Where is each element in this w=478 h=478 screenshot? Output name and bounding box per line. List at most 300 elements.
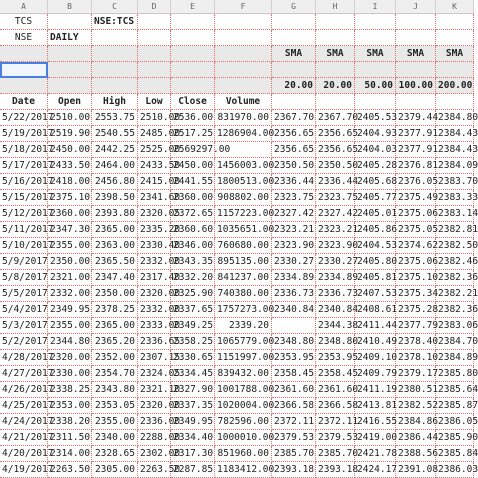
sma-label-g[interactable]: SMA (272, 46, 316, 62)
cell-sma-k[interactable]: 2382.50 (436, 238, 474, 254)
cell-sma-j[interactable]: 2380.51 (396, 382, 436, 398)
cell-sma-g[interactable]: 2348.80 (272, 334, 316, 350)
cell-close[interactable]: 2360.00 (171, 190, 215, 206)
cell-sma-h[interactable]: 2323.21 (316, 222, 355, 238)
cell-sma-h[interactable]: 2393.18 (316, 462, 355, 478)
cell-sma-i[interactable]: 2405.68 (355, 174, 396, 190)
cell-close[interactable]: 2287.85 (171, 462, 215, 478)
cell-open[interactable]: 2314.00 (48, 446, 92, 462)
cell-open[interactable]: 2510.00 (48, 110, 92, 126)
cell-e1[interactable] (171, 14, 215, 30)
cell-c3[interactable] (92, 46, 138, 62)
cell-date[interactable]: 5/8/2017 (0, 270, 48, 286)
cell-volume[interactable]: 782596.00 (215, 414, 272, 430)
cell-j2[interactable] (396, 30, 436, 46)
cell-volume[interactable]: 841237.00 (215, 270, 272, 286)
cell-low[interactable]: 2321.10 (138, 382, 171, 398)
selected-cell-a4[interactable] (0, 62, 48, 78)
cell-sma-g[interactable]: 2379.53 (272, 430, 316, 446)
cell-sma-j[interactable]: 2384.86 (396, 414, 436, 430)
cell-sma-i[interactable]: 2413.81 (355, 398, 396, 414)
cell-sma-k[interactable]: 2384.43 (436, 142, 474, 158)
cell-sma-h[interactable]: 2344.38 (316, 318, 355, 334)
cell-volume[interactable]: 1151997.00 (215, 350, 272, 366)
cell-close[interactable]: 2337.65 (171, 302, 215, 318)
cell-low[interactable]: 2332.00 (138, 254, 171, 270)
cell-high[interactable]: 2340.00 (92, 430, 138, 446)
cell-date[interactable]: 4/19/2017 (0, 462, 48, 478)
cell-low[interactable]: 2317.40 (138, 270, 171, 286)
cell-volume[interactable]: 760680.00 (215, 238, 272, 254)
cell-sma-i[interactable]: 2405.81 (355, 270, 396, 286)
cell-sma-k[interactable]: 2385.84 (436, 446, 474, 462)
cell-low[interactable]: 2336.65 (138, 334, 171, 350)
cell-high[interactable]: 2365.00 (92, 222, 138, 238)
cell-d3[interactable] (138, 46, 171, 62)
cell-sma-h[interactable]: 2340.84 (316, 302, 355, 318)
cell-c2[interactable] (92, 30, 138, 46)
cell-a5[interactable] (0, 78, 48, 94)
cell-sma-h[interactable]: 2385.70 (316, 446, 355, 462)
cell-sma-k[interactable]: 2385.64 (436, 382, 474, 398)
cell-sma-h[interactable]: 2350.50 (316, 158, 355, 174)
cell-high[interactable]: 2305.00 (92, 462, 138, 478)
cell-sma-i[interactable]: 2411.19 (355, 382, 396, 398)
cell-sma-k[interactable]: 2384.80 (436, 110, 474, 126)
cell-close[interactable]: 2325.90 (171, 286, 215, 302)
cell-a1[interactable]: TCS (0, 14, 48, 30)
cell-sma-i[interactable]: 2405.86 (355, 222, 396, 238)
cell-k4[interactable] (436, 62, 474, 78)
column-letter-header[interactable]: B (48, 0, 92, 14)
cell-volume[interactable]: 839432.00 (215, 366, 272, 382)
cell-low[interactable]: 2333.00 (138, 318, 171, 334)
header-high[interactable]: High (92, 94, 138, 110)
cell-sma-h[interactable]: 2379.53 (316, 430, 355, 446)
cell-d1[interactable] (138, 14, 171, 30)
cell-sma-k[interactable]: 2385.80 (436, 366, 474, 382)
cell-e5[interactable] (171, 78, 215, 94)
cell-sma-g[interactable]: 2353.95 (272, 350, 316, 366)
cell-date[interactable]: 5/4/2017 (0, 302, 48, 318)
cell-volume[interactable]: 1157223.00 (215, 206, 272, 222)
sma-label-j[interactable]: SMA (396, 46, 436, 62)
cell-sma-h[interactable]: 2356.65 (316, 126, 355, 142)
cell-close[interactable]: 2358.25 (171, 334, 215, 350)
cell-date[interactable]: 4/28/2017 (0, 350, 48, 366)
cell-sma-j[interactable]: 2375.06 (396, 206, 436, 222)
cell-date[interactable]: 4/21/2017 (0, 430, 48, 446)
cell-low[interactable]: 2433.50 (138, 158, 171, 174)
cell-close[interactable]: 2346.00 (171, 238, 215, 254)
cell-sma-j[interactable]: 2391.08 (396, 462, 436, 478)
cell-b1[interactable] (48, 14, 92, 30)
cell-sma-g[interactable]: 2334.89 (272, 270, 316, 286)
cell-sma-g[interactable]: 2367.70 (272, 110, 316, 126)
cell-sma-g[interactable]: 2385.70 (272, 446, 316, 462)
cell-low[interactable]: 2415.00 (138, 174, 171, 190)
cell-volume[interactable]: 1183412.00 (215, 462, 272, 478)
cell-h6[interactable] (316, 94, 355, 110)
column-letter-header[interactable]: F (215, 0, 272, 14)
cell-open[interactable]: 2355.00 (48, 318, 92, 334)
cell-date[interactable]: 5/11/2017 (0, 222, 48, 238)
cell-h4[interactable] (316, 62, 355, 78)
cell-volume[interactable]: 1456003.00 (215, 158, 272, 174)
cell-f5[interactable] (215, 78, 272, 94)
sma-label-i[interactable]: SMA (355, 46, 396, 62)
cell-sma-g[interactable]: 2336.73 (272, 286, 316, 302)
cell-sma-j[interactable]: 2375.49 (396, 190, 436, 206)
cell-close[interactable]: 2349.25 (171, 318, 215, 334)
cell-sma-h[interactable]: 2334.89 (316, 270, 355, 286)
cell-sma-j[interactable]: 2379.44 (396, 110, 436, 126)
cell-date[interactable]: 5/2/2017 (0, 334, 48, 350)
cell-open[interactable]: 2320.00 (48, 350, 92, 366)
cell-open[interactable]: 2450.00 (48, 142, 92, 158)
cell-sma-j[interactable]: 2375.05 (396, 222, 436, 238)
cell-low[interactable]: 2288.00 (138, 430, 171, 446)
cell-sma-i[interactable]: 2404.03 (355, 142, 396, 158)
cell-open[interactable]: 2338.25 (48, 382, 92, 398)
sma-period-i[interactable]: 50.00 (355, 78, 396, 94)
cell-sma-j[interactable]: 2375.34 (396, 286, 436, 302)
cell-i6[interactable] (355, 94, 396, 110)
cell-date[interactable]: 4/26/2017 (0, 382, 48, 398)
sma-label-h[interactable]: SMA (316, 46, 355, 62)
cell-open[interactable]: 2350.00 (48, 254, 92, 270)
cell-sma-j[interactable]: 2375.06 (396, 254, 436, 270)
cell-high[interactable]: 2365.20 (92, 334, 138, 350)
header-open[interactable]: Open (48, 94, 92, 110)
cell-sma-g[interactable] (272, 318, 316, 334)
cell-low[interactable]: 2335.20 (138, 222, 171, 238)
cell-sma-h[interactable]: 2367.70 (316, 110, 355, 126)
cell-low[interactable]: 2330.40 (138, 238, 171, 254)
sma-label-k[interactable]: SMA (436, 46, 474, 62)
cell-date[interactable]: 4/27/2017 (0, 366, 48, 382)
cell-i1[interactable] (355, 14, 396, 30)
cell-low[interactable]: 2320.00 (138, 286, 171, 302)
cell-close[interactable]: 2343.35 (171, 254, 215, 270)
cell-high[interactable]: 2355.00 (92, 414, 138, 430)
cell-close[interactable]: 2327.90 (171, 382, 215, 398)
cell-sma-g[interactable]: 2336.44 (272, 174, 316, 190)
cell-sma-i[interactable]: 2407.53 (355, 286, 396, 302)
cell-volume[interactable]: 1035651.00 (215, 222, 272, 238)
cell-k6[interactable] (436, 94, 474, 110)
cell-sma-i[interactable]: 2410.49 (355, 334, 396, 350)
cell-c4[interactable] (92, 62, 138, 78)
cell-high[interactable]: 2350.00 (92, 286, 138, 302)
cell-k2[interactable] (436, 30, 474, 46)
cell-sma-k[interactable]: 2382.21 (436, 286, 474, 302)
cell-high[interactable]: 2553.75 (92, 110, 138, 126)
sma-period-k[interactable]: 200.00 (436, 78, 474, 94)
cell-close[interactable]: 2332.20 (171, 270, 215, 286)
cell-sma-j[interactable]: 2388.56 (396, 446, 436, 462)
cell-date[interactable]: 5/19/2017 (0, 126, 48, 142)
cell-sma-k[interactable]: 2384.70 (436, 334, 474, 350)
cell-open[interactable]: 2347.30 (48, 222, 92, 238)
cell-sma-i[interactable]: 2404.93 (355, 126, 396, 142)
cell-high[interactable]: 2456.80 (92, 174, 138, 190)
cell-b3[interactable] (48, 46, 92, 62)
cell-close[interactable]: 2330.65 (171, 350, 215, 366)
cell-date[interactable]: 4/20/2017 (0, 446, 48, 462)
cell-sma-g[interactable]: 2356.65 (272, 126, 316, 142)
cell-sma-g[interactable]: 2323.75 (272, 190, 316, 206)
cell-high[interactable]: 2347.40 (92, 270, 138, 286)
cell-close[interactable]: 2349.95 (171, 414, 215, 430)
cell-sma-j[interactable]: 2376.05 (396, 174, 436, 190)
cell-sma-j[interactable]: 2377.79 (396, 318, 436, 334)
cell-high[interactable]: 2365.00 (92, 318, 138, 334)
cell-g6[interactable] (272, 94, 316, 110)
cell-low[interactable]: 2336.00 (138, 414, 171, 430)
cell-d2[interactable] (138, 30, 171, 46)
cell-close[interactable]: 2337.35 (171, 398, 215, 414)
cell-volume[interactable]: 895135.00 (215, 254, 272, 270)
cell-sma-h[interactable]: 2323.75 (316, 190, 355, 206)
cell-volume[interactable]: 1000010.00 (215, 430, 272, 446)
cell-sma-k[interactable]: 2382.36 (436, 270, 474, 286)
cell-close[interactable]: 2360.60 (171, 222, 215, 238)
cell-sma-i[interactable]: 2409.10 (355, 350, 396, 366)
cell-open[interactable]: 2353.00 (48, 398, 92, 414)
cell-volume[interactable] (215, 142, 272, 158)
cell-f1[interactable] (215, 14, 272, 30)
cell-f3[interactable] (215, 46, 272, 62)
cell-date[interactable]: 5/22/2017 (0, 110, 48, 126)
header-close[interactable]: Close (171, 94, 215, 110)
cell-open[interactable]: 2332.00 (48, 286, 92, 302)
cell-e4[interactable] (171, 62, 215, 78)
cell-sma-i[interactable]: 2405.28 (355, 158, 396, 174)
cell-sma-k[interactable]: 2382.36 (436, 302, 474, 318)
cell-open[interactable]: 2349.95 (48, 302, 92, 318)
column-letter-header[interactable]: I (355, 0, 396, 14)
cell-sma-j[interactable]: 2374.62 (396, 238, 436, 254)
cell-f4[interactable] (215, 62, 272, 78)
cell-sma-h[interactable]: 2353.95 (316, 350, 355, 366)
cell-sma-g[interactable]: 2327.42 (272, 206, 316, 222)
cell-j4[interactable] (396, 62, 436, 78)
cell-date[interactable]: 5/18/2017 (0, 142, 48, 158)
cell-sma-k[interactable]: 2383.14 (436, 206, 474, 222)
cell-close[interactable]: 2441.55 (171, 174, 215, 190)
cell-k1[interactable] (436, 14, 474, 30)
cell-close[interactable]: 2317.30 (171, 446, 215, 462)
cell-high[interactable]: 2328.65 (92, 446, 138, 462)
cell-sma-j[interactable]: 2378.10 (396, 350, 436, 366)
cell-b2[interactable]: DAILY (48, 30, 92, 46)
cell-sma-k[interactable]: 2386.03 (436, 462, 474, 478)
column-letter-header[interactable]: J (396, 0, 436, 14)
cell-volume[interactable]: 908802.00 (215, 190, 272, 206)
cell-low[interactable]: 2320.05 (138, 206, 171, 222)
column-letter-header[interactable]: K (436, 0, 474, 14)
cell-sma-i[interactable]: 2409.79 (355, 366, 396, 382)
cell-sma-g[interactable]: 2372.11 (272, 414, 316, 430)
cell-high[interactable]: 2464.00 (92, 158, 138, 174)
cell-sma-i[interactable]: 2416.55 (355, 414, 396, 430)
cell-sma-j[interactable]: 2386.44 (396, 430, 436, 446)
cell-close[interactable]: 2372.65 (171, 206, 215, 222)
cell-sma-k[interactable]: 2385.87 (436, 398, 474, 414)
cell-h2[interactable] (316, 30, 355, 46)
cell-volume[interactable]: 1001788.00 (215, 382, 272, 398)
cell-open[interactable]: 2519.90 (48, 126, 92, 142)
cell-sma-g[interactable]: 2330.27 (272, 254, 316, 270)
cell-sma-j[interactable]: 2375.28 (396, 302, 436, 318)
cell-volume[interactable]: 2339.20 (215, 318, 272, 334)
cell-sma-h[interactable]: 2330.27 (316, 254, 355, 270)
cell-high[interactable]: 2352.00 (92, 350, 138, 366)
column-letter-header[interactable]: E (171, 0, 215, 14)
cell-open[interactable]: 2330.00 (48, 366, 92, 382)
cell-sma-h[interactable]: 2358.45 (316, 366, 355, 382)
cell-sma-g[interactable]: 2356.65 (272, 142, 316, 158)
cell-i4[interactable] (355, 62, 396, 78)
cell-j1[interactable] (396, 14, 436, 30)
cell-volume[interactable]: 740380.00 (215, 286, 272, 302)
cell-low[interactable]: 2324.05 (138, 366, 171, 382)
cell-sma-h[interactable]: 2372.11 (316, 414, 355, 430)
cell-high[interactable]: 2540.55 (92, 126, 138, 142)
cell-sma-j[interactable]: 2378.40 (396, 334, 436, 350)
cell-open[interactable]: 2321.00 (48, 270, 92, 286)
cell-high[interactable]: 2353.05 (92, 398, 138, 414)
cell-d4[interactable] (138, 62, 171, 78)
cell-date[interactable]: 5/10/2017 (0, 238, 48, 254)
header-low[interactable]: Low (138, 94, 171, 110)
cell-sma-i[interactable]: 2405.53 (355, 110, 396, 126)
cell-low[interactable]: 2302.00 (138, 446, 171, 462)
cell-volume[interactable]: 1020004.00 (215, 398, 272, 414)
cell-sma-i[interactable]: 2405.77 (355, 190, 396, 206)
cell-sma-g[interactable]: 2358.45 (272, 366, 316, 382)
sma-period-j[interactable]: 100.00 (396, 78, 436, 94)
cell-sma-k[interactable]: 2384.89 (436, 350, 474, 366)
cell-sma-g[interactable]: 2323.21 (272, 222, 316, 238)
sma-period-g[interactable]: 20.00 (272, 78, 316, 94)
cell-open[interactable]: 2418.00 (48, 174, 92, 190)
cell-sma-h[interactable]: 2356.65 (316, 142, 355, 158)
cell-close[interactable]: 2334.40 (171, 430, 215, 446)
cell-sma-j[interactable]: 2382.52 (396, 398, 436, 414)
cell-sma-j[interactable]: 2376.81 (396, 158, 436, 174)
cell-h1[interactable] (316, 14, 355, 30)
cell-sma-k[interactable]: 2386.05 (436, 414, 474, 430)
cell-open[interactable]: 2338.20 (48, 414, 92, 430)
cell-low[interactable]: 2332.00 (138, 302, 171, 318)
cell-close[interactable]: 2569297.00 (171, 142, 215, 158)
cell-sma-k[interactable]: 2383.70 (436, 174, 474, 190)
cell-open[interactable]: 2263.50 (48, 462, 92, 478)
cell-date[interactable]: 5/12/2017 (0, 206, 48, 222)
cell-i2[interactable] (355, 30, 396, 46)
cell-sma-i[interactable]: 2411.44 (355, 318, 396, 334)
cell-g4[interactable] (272, 62, 316, 78)
cell-open[interactable]: 2433.50 (48, 158, 92, 174)
header-volume[interactable]: Volume (215, 94, 272, 110)
cell-date[interactable]: 5/5/2017 (0, 286, 48, 302)
column-letter-header[interactable]: D (138, 0, 171, 14)
cell-high[interactable]: 2365.50 (92, 254, 138, 270)
cell-e2[interactable] (171, 30, 215, 46)
cell-open[interactable]: 2344.80 (48, 334, 92, 350)
header-date[interactable]: Date (0, 94, 48, 110)
cell-e3[interactable] (171, 46, 215, 62)
cell-b4[interactable] (48, 62, 92, 78)
cell-date[interactable]: 4/24/2017 (0, 414, 48, 430)
cell-date[interactable]: 5/17/2017 (0, 158, 48, 174)
cell-sma-k[interactable]: 2385.90 (436, 430, 474, 446)
cell-open[interactable]: 2360.00 (48, 206, 92, 222)
cell-j6[interactable] (396, 94, 436, 110)
cell-sma-g[interactable]: 2323.90 (272, 238, 316, 254)
cell-volume[interactable]: 851960.00 (215, 446, 272, 462)
column-letter-header[interactable]: G (272, 0, 316, 14)
cell-a2[interactable]: NSE (0, 30, 48, 46)
cell-sma-k[interactable]: 2383.06 (436, 318, 474, 334)
cell-sma-g[interactable]: 2340.84 (272, 302, 316, 318)
cell-date[interactable]: 5/9/2017 (0, 254, 48, 270)
cell-c1[interactable]: NSE:TCS (92, 14, 138, 30)
cell-sma-h[interactable]: 2323.90 (316, 238, 355, 254)
cell-a3[interactable] (0, 46, 48, 62)
cell-sma-i[interactable]: 2419.00 (355, 430, 396, 446)
cell-sma-g[interactable]: 2361.60 (272, 382, 316, 398)
cell-date[interactable]: 5/16/2017 (0, 174, 48, 190)
cell-low[interactable]: 2307.15 (138, 350, 171, 366)
cell-sma-k[interactable]: 2384.43 (436, 126, 474, 142)
cell-high[interactable]: 2378.25 (92, 302, 138, 318)
cell-high[interactable]: 2354.70 (92, 366, 138, 382)
cell-close[interactable]: 2334.45 (171, 366, 215, 382)
cell-d5[interactable] (138, 78, 171, 94)
cell-close[interactable]: 2450.00 (171, 158, 215, 174)
cell-b5[interactable] (48, 78, 92, 94)
cell-g2[interactable] (272, 30, 316, 46)
cell-sma-i[interactable]: 2404.53 (355, 238, 396, 254)
cell-date[interactable]: 5/3/2017 (0, 318, 48, 334)
cell-sma-k[interactable]: 2384.09 (436, 158, 474, 174)
cell-sma-k[interactable]: 2382.46 (436, 254, 474, 270)
cell-g1[interactable] (272, 14, 316, 30)
cell-sma-h[interactable]: 2327.42 (316, 206, 355, 222)
cell-sma-k[interactable]: 2382.81 (436, 222, 474, 238)
cell-sma-i[interactable]: 2421.78 (355, 446, 396, 462)
cell-low[interactable]: 2485.00 (138, 126, 171, 142)
cell-sma-g[interactable]: 2366.58 (272, 398, 316, 414)
cell-low[interactable]: 2510.00 (138, 110, 171, 126)
cell-sma-i[interactable]: 2408.61 (355, 302, 396, 318)
cell-high[interactable]: 2442.25 (92, 142, 138, 158)
cell-c5[interactable] (92, 78, 138, 94)
cell-high[interactable]: 2343.80 (92, 382, 138, 398)
cell-sma-j[interactable]: 2379.17 (396, 366, 436, 382)
cell-volume[interactable]: 1286904.00 (215, 126, 272, 142)
cell-close[interactable]: 2536.00 (171, 110, 215, 126)
cell-sma-j[interactable]: 2375.10 (396, 270, 436, 286)
cell-sma-i[interactable]: 2405.01 (355, 206, 396, 222)
cell-low[interactable]: 2341.60 (138, 190, 171, 206)
column-letter-header[interactable]: H (316, 0, 355, 14)
cell-sma-i[interactable]: 2405.80 (355, 254, 396, 270)
cell-low[interactable]: 2320.00 (138, 398, 171, 414)
